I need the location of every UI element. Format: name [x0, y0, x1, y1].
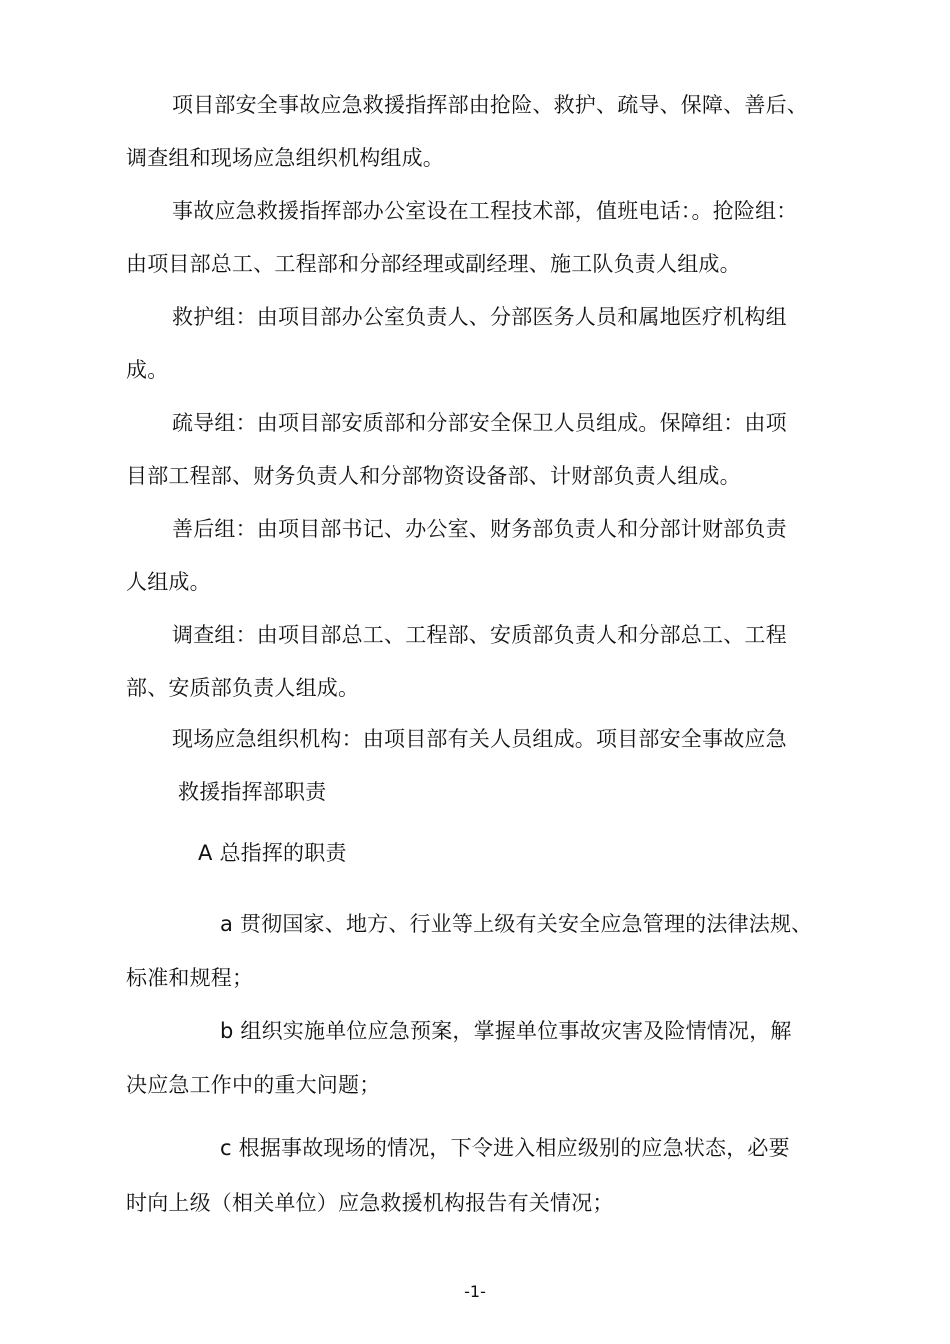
paragraph-line: 善后组：由项目部书记、办公室、财务部负责人和分部计财部负责 — [172, 517, 787, 541]
paragraph-line: 现场应急组织机构：由项目部有关人员组成。项目部安全事故应急 — [172, 727, 787, 751]
list-item-line: 标准和规程； — [126, 966, 254, 990]
list-item-line: 时向上级（相关单位）应急救援机构报告有关情况； — [126, 1191, 614, 1215]
paragraph-line: 项目部安全事故应急救援指挥部由抢险、救护、疏导、保障、善后、 — [172, 93, 808, 117]
paragraph-line: 调查组：由项目部总工、工程部、安质部负责人和分部总工、工程 — [172, 623, 787, 647]
page-number: -1- — [464, 1282, 486, 1301]
paragraph-line: 疏导组：由项目部安质部和分部安全保卫人员组成。保障组：由项 — [172, 411, 787, 435]
section-heading: A 总指挥的职责 — [198, 841, 347, 865]
paragraph-line: 目部工程部、财务负责人和分部物资设备部、计财部负责人组成。 — [126, 464, 741, 488]
paragraph-line: 由项目部总工、工程部和分部经理或副经理、施工队负责人组成。 — [126, 252, 741, 276]
paragraph-line: 部、安质部负责人组成。 — [126, 676, 360, 700]
list-item-line: b 组织实施单位应急预案，掌握单位事故灾害及险情情况，解 — [220, 1019, 792, 1043]
list-item-line: 决应急工作中的重大问题； — [126, 1073, 381, 1097]
list-item-line: a 贯彻国家、地方、行业等上级有关安全应急管理的法律法规、 — [220, 912, 813, 936]
list-item-line: c 根据事故现场的情况，下令进入相应级别的应急状态，必要 — [220, 1136, 790, 1160]
paragraph-line: 救护组：由项目部办公室负责人、分部医务人员和属地医疗机构组 — [172, 305, 787, 329]
paragraph-line: 救援指挥部职责 — [178, 780, 327, 804]
paragraph-line: 调查组和现场应急组织机构组成。 — [126, 146, 444, 170]
paragraph-line: 成。 — [126, 358, 169, 382]
paragraph-line: 人组成。 — [126, 570, 211, 594]
paragraph-line: 事故应急救援指挥部办公室设在工程技术部，值班电话：。抢险组： — [172, 199, 798, 223]
